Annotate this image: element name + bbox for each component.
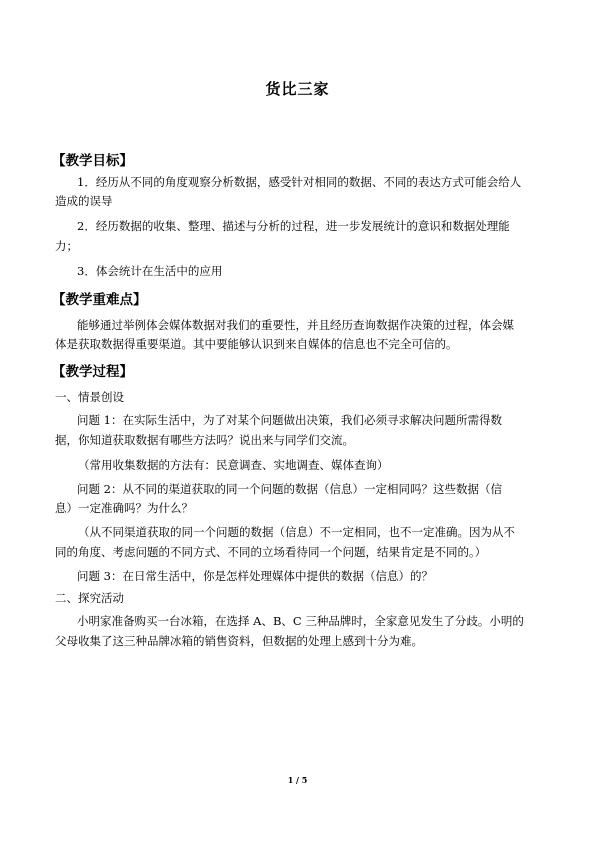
- objectives-line: 力；: [55, 239, 78, 253]
- objectives-heading: 【教学目标】: [52, 153, 133, 169]
- process-line: 一、情景创设: [55, 390, 124, 404]
- objectives-line: 2．经历数据的收集、整理、描述与分析的过程，进一步发展统计的意识和数据处理能: [77, 219, 510, 233]
- process-line: 问题 1：在实际生活中，为了对某个问题做出决策，我们必须寻求解决问题所需得数: [77, 413, 502, 427]
- process-line: 父母收集了这三种品牌冰箱的销售资料，但数据的处理上感到十分为难。: [55, 634, 423, 648]
- process-line: 问题 3：在日常生活中，你是怎样处理媒体中提供的数据（信息）的？: [77, 569, 433, 583]
- process-line: （常用收集数据的方法有：民意调查、实地调查、媒体查询）: [78, 458, 389, 472]
- objectives-line: 3．体会统计在生活中的应用: [77, 264, 223, 278]
- key-points-line: 体是获取数据得重要渠道。其中要能够认识到来自媒体的信息也不完全可信的。: [55, 337, 458, 351]
- key-points-heading: 【教学重难点】: [52, 292, 147, 308]
- process-line: 同的角度、考虑问题的不同方式、不同的立场看待同一个问题，结果肯定是不同的。）: [55, 545, 487, 559]
- page-number: 1 / 5: [287, 775, 308, 785]
- process-line: 据，你知道获取数据有哪些方法吗？说出来与同学们交流。: [55, 433, 354, 447]
- process-line: 二、探究活动: [55, 591, 124, 605]
- key-points-line: 能够通过举例体会媒体数据对我们的重要性，并且经历查询数据作决策的过程，体会媒: [77, 318, 514, 332]
- objectives-line: 造成的误导: [55, 194, 113, 208]
- process-line: （从不同渠道获取的同一个问题的数据（信息）不一定相同，也不一定准确。因为从不: [78, 525, 515, 539]
- process-line: 问题 2：从不同的渠道获取的同一个问题的数据（信息）一定相同吗？这些数据（信: [77, 482, 502, 496]
- process-line: 小明家准备购买一台冰箱，在选择 A、B、C 三种品牌时，全家意见发生了分歧。小明的: [77, 614, 524, 628]
- process-heading: 【教学过程】: [52, 364, 133, 380]
- objectives-line: 1．经历从不同的角度观察分析数据，感受针对相同的数据、不同的表达方式可能会给人: [77, 175, 522, 189]
- page-title: 货比三家: [265, 80, 330, 98]
- process-line: 息）一定准确吗？为什么？: [55, 501, 193, 515]
